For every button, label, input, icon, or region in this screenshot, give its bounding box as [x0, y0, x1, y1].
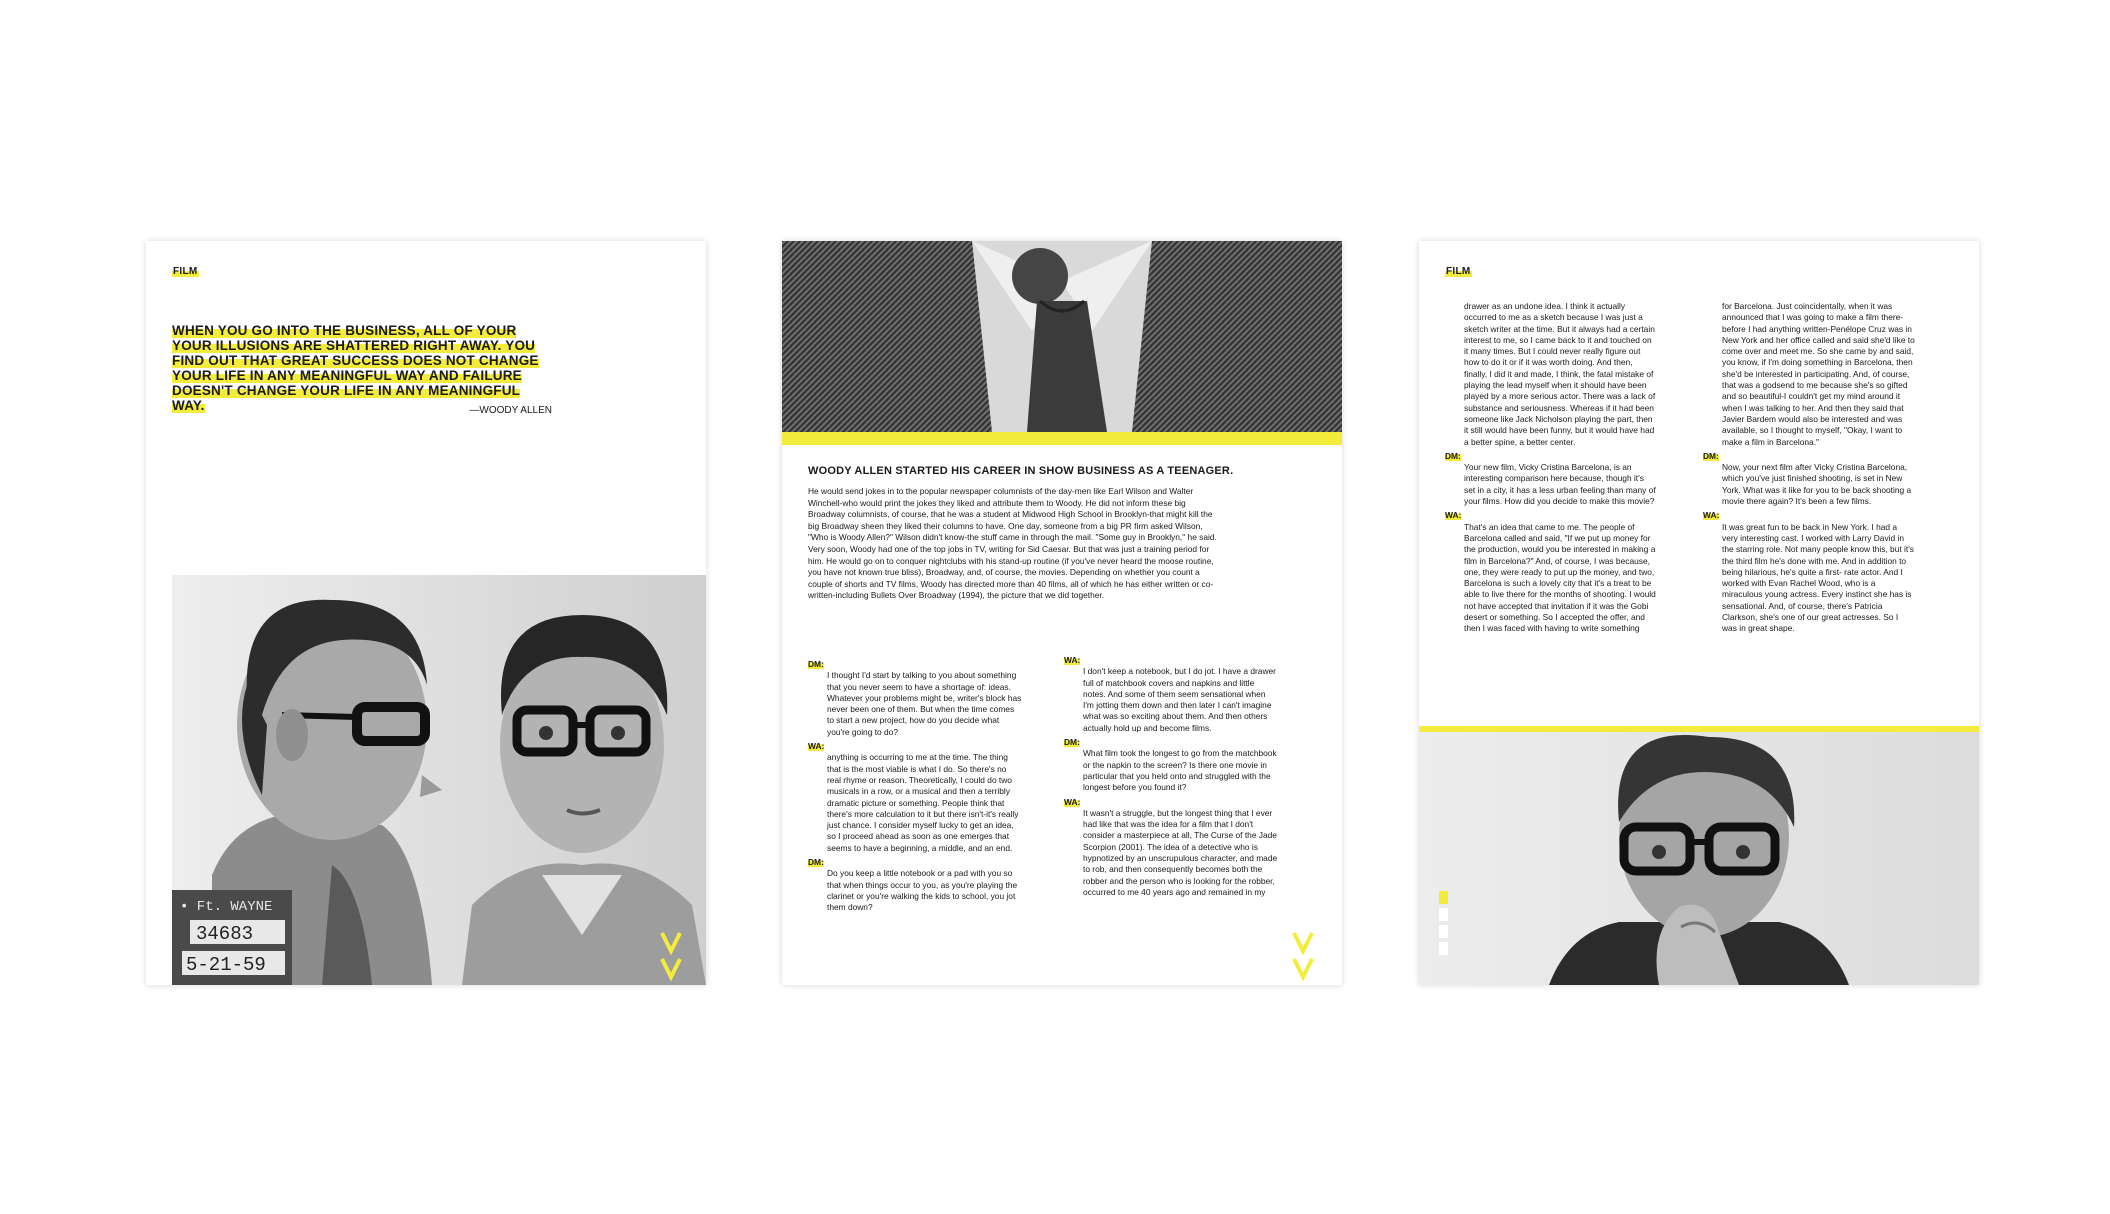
tie-illustration	[782, 241, 1342, 432]
qa-item	[1445, 451, 1657, 507]
yellow-divider	[782, 432, 1342, 445]
qa-text: Your new film, Vicky Cristina Barcelona, is an interesting comparison here because, though it's set in a city, it has a less urban feeling than many of your films. How did you decide to make this movie?	[1464, 462, 1656, 507]
speaker-label: WA:	[808, 741, 825, 752]
brand-vv-logo	[660, 931, 682, 983]
section-label: FILM	[1446, 266, 1471, 277]
tie-photo	[782, 241, 1342, 432]
qa-text: I don't keep a notebook, but I do jot. I have a drawer full of matchbook covers and napkins and little notes. And some of them seem sensational when I'm jotting them down and then later I can't imagine what was so exciting about them. And then others actually hold up and become films.	[1083, 666, 1276, 733]
qa-item	[808, 659, 1022, 738]
speaker-label: DM:	[1064, 737, 1080, 748]
qa-text: drawer as an undone idea. I think it actually occurred to me as a sketch because I was just a sketch writer at the time. But it always had a certain interest to me, so I came back to it and touched on it many times. But I could never really figure out how to do it or if it was worth doing. And then, finally, I did it and made, I think, the fatal mistake of playing the lead myself when it should have been played by a more serious actor. There was a lack of substance and seriousness. Whereas if it had been someone like Jack Nicholson playing the part, then it still would have been funny, but it would have had a better spine, a better center.	[1464, 301, 1656, 447]
page-indicator-4	[1439, 942, 1448, 955]
qa-text: anything is occurring to me at the time. The thing that is the most viable is what I do. So there's no real rhyme or reason. Theoretically, I could do two musicals in a row, or a musical and then a terribly dramatic picture or something. People think that there's more calculation to it but there isn't-it's really just chance. I consider myself lucky to get an idea, so I proceed ahead as soon as one emerges that seems to have a beginning, a middle, and an end.	[827, 752, 1019, 853]
speaker-label: DM:	[1703, 450, 1719, 461]
qa-text: Do you keep a little notebook or a pad with you so that when things occur to you, as you're playing the clarinet or you're walking the kids to school, you jot them down?	[827, 868, 1018, 913]
qa-text: What film took the longest to go from the matchbook or the napkin to the screen? Is there one movie in particular that you held onto and struggled with the longest before you found it?	[1083, 748, 1277, 793]
interview-column-left	[808, 659, 1022, 917]
qa-text: It wasn't a struggle, but the longest thing that I ever had like that was the idea for a film that I don't consider a masterpiece at all, The Curse of the Jade Scorpion (2001). The idea of a detective who is hypnotized by an unscrupulous character, and made to rob, and then consequently becomes both the robber and the person who is looking for the robber, occurred to me 40 years ago and remained in my	[1083, 807, 1278, 897]
mugshot-illustration	[172, 575, 706, 985]
speaker-label: WA:	[1445, 510, 1462, 521]
speaker-label: DM:	[1445, 450, 1461, 461]
mugshot-plate-line-3: 5-21-59	[186, 954, 266, 976]
interview-column-right	[1703, 301, 1915, 638]
article-headline: WOODY ALLEN STARTED HIS CAREER IN SHOW BUSINESS AS A TEENAGER.	[808, 465, 1234, 477]
portrait-illustration	[1419, 732, 1979, 985]
qa-text: Now, your next film after Vicky Cristina Barcelona, which you've just finished shooting, is set in New York. What was it like for you to be back shooting a movie there again? It's been a few films.	[1722, 462, 1912, 507]
speaker-label: WA:	[1064, 796, 1081, 807]
mugshot-plate-line-2: 34683	[196, 923, 254, 945]
qa-item	[1064, 737, 1278, 793]
qa-item	[1703, 451, 1915, 507]
quote-attribution: —WOODY ALLEN	[469, 405, 552, 416]
portrait-photo	[1419, 732, 1979, 985]
section-label: FILM	[173, 266, 198, 277]
spread-page-2	[782, 241, 1342, 985]
qa-item	[1703, 301, 1915, 448]
spread-page-1	[146, 241, 706, 985]
mugshot-plate-line-1: • Ft. WAYNE	[180, 899, 273, 915]
qa-item	[1064, 797, 1278, 899]
qa-text: for Barcelona. Just coincidentally, when it was announced that I was going to make a film there-before I had anything written-Penélope Cruz was in New York and her office called and said she'd like to come over and meet me. So she came by and said, you know, if I'm doing something in Barcelona, then she'd be interested in participating. And, of course, that was a godsend to me because she's so gifted and so beautiful-I couldn't get my mind around it when I was talking to her. And then they said that Javier Bardem would also be interested and was available, so I thought to myself, "Okay, I want to make a film in Barcelona."	[1722, 301, 1915, 447]
speaker-label: DM:	[808, 659, 824, 669]
mugshot-photo	[172, 575, 706, 985]
qa-item	[1445, 510, 1657, 634]
interview-column-left	[1445, 301, 1657, 638]
qa-item	[808, 857, 1022, 913]
speaker-label: WA:	[1703, 510, 1720, 521]
page-indicator-3	[1439, 925, 1448, 938]
speaker-label: WA:	[1064, 655, 1081, 665]
speaker-label: DM:	[808, 857, 824, 868]
qa-item	[1703, 510, 1915, 634]
spread-page-3	[1419, 241, 1979, 985]
brand-vv-logo	[1292, 931, 1314, 983]
pull-quote: WHEN YOU GO INTO THE BUSINESS, ALL OF YOUR YOUR ILLUSIONS ARE SHATTERED RIGHT AWAY. YOU FIND OUT THAT GREAT SUCCESS DOES NOT CHANGE YOUR LIFE IN ANY MEANINGFUL WAY AND FAILURE DOESN'T CHANGE YOUR LIFE IN ANY MEANINGFUL WAY.	[172, 323, 539, 413]
qa-item	[1445, 301, 1657, 448]
qa-text: I thought I'd start by talking to you about something that you never seem to have a shortage of: ideas. Whatever your problems might be, writer's block has never been one of them. But when the time comes to start a new project, how do you decide what you're going to do?	[827, 670, 1022, 737]
qa-text: It was great fun to be back in New York. I had a very interesting cast. I worked with Larry David in the starring role. Not many people know this, but it's the third film he's done with me. And in addition to being hilarious, he's quite a first- rate actor. And I worked with Evan Rachel Wood, who is a miraculous young actress. Every instinct she has is sensational. And, of course, there's Patricia Clarkson, she's one of our great actresses. So I was in great shape.	[1722, 521, 1914, 634]
interview-column-right	[1064, 655, 1278, 901]
page-indicator-1	[1439, 891, 1448, 904]
qa-text: That's an idea that came to me. The people of Barcelona called and said, "If we put up money for the production, would you be interested in making a film in Barcelona?" And, of course, I was because, one, they were ready to put up the money, and two, Barcelona is such a lovely city that it's a treat to be able to live there for the months of shooting. I would not have accepted that invitation if it was the Gobi desert or something. So I accepted the offer, and then I was faced with having to write something	[1464, 521, 1656, 634]
qa-item	[1064, 655, 1278, 734]
qa-item	[808, 741, 1022, 854]
article-intro: He would send jokes in to the popular newspaper columnists of the day-men like Earl Wilson and Walter Winchell-who would print the jokes they liked and attribute them to Woody. He did not inform these big Broadway columnists, of course, that he was a student at Midwood High School in Brooklyn-that might kill the big Broadway sheen they liked their columns to have. One day, someone from a big PR firm asked Wilson, "Who is Woody Allen?" Wilson didn't know-the stuff came in through the mail. "Some guy in Brooklyn," he said. Very soon, Woody had one of the top jobs in TV, writing for Sid Caesar. But that was just a training period for him. He would go on to conquer nightclubs with his stand-up routine (if you've never heard the moose routine, you have not known true bliss), Broadway, and, of course, the movies. Depending on whether you count a couple of shorts and TV films, Woody has directed more than 40 films, all of which he has either written or co-written-including Bullets Over Broadway (1994), the picture that we did together.	[808, 486, 1217, 601]
page-indicator-2	[1439, 908, 1448, 921]
